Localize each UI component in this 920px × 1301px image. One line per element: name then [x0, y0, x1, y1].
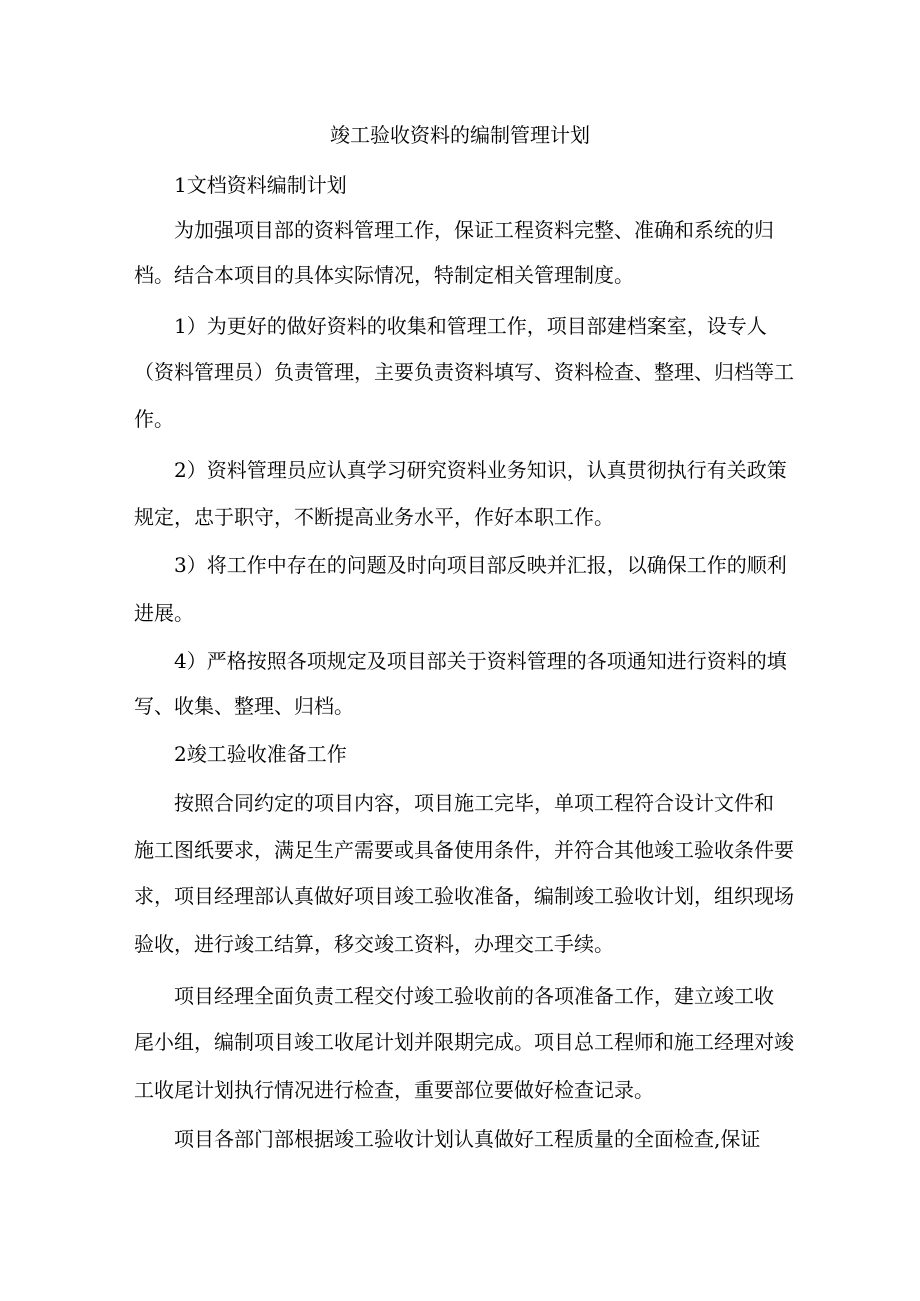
list-item-1-line: 作。: [134, 407, 174, 431]
paragraph-line: 项目各部门部根据竣工验收计划认真做好工程质量的全面检查,保证: [174, 1127, 761, 1151]
paragraph-line: 按照合同约定的项目内容，项目施工完毕，单项工程符合设计文件和: [174, 791, 774, 815]
list-item-4-line: 4）严格按照各项规定及项目部关于资料管理的各项通知进行资料的填: [174, 649, 787, 673]
paragraph-line: 尾小组，编制项目竣工收尾计划并限期完成。项目总工程师和施工经理对竣: [134, 1030, 794, 1054]
list-item-1-line: （资料管理员）负责管理，主要负责资料填写、资料检查、整理、归档等工: [134, 360, 794, 384]
list-item-2-line: 规定，忠于职守，不断提高业务水平，作好本职工作。: [134, 505, 614, 529]
paragraph-line: 档。结合本项目的具体实际情况，特制定相关管理制度。: [134, 263, 634, 287]
list-item-3-line: 进展。: [134, 601, 194, 625]
paragraph-line: 验收，进行竣工结算，移交竣工资料，办理交工手续。: [134, 932, 614, 956]
section-heading-1: 1文档资料编制计划: [174, 173, 347, 197]
list-item-1-line: 1）为更好的做好资料的收集和管理工作，项目部建档案室，设专人: [174, 314, 767, 338]
document-title: 竣工验收资料的编制管理计划: [330, 123, 590, 147]
paragraph-line: 为加强项目部的资料管理工作，保证工程资料完整、准确和系统的归: [174, 218, 774, 242]
paragraph-line: 工收尾计划执行情况进行检查，重要部位要做好检查记录。: [134, 1078, 654, 1102]
list-item-3-line: 3）将工作中存在的问题及时向项目部反映并汇报，以确保工作的顺利: [174, 553, 787, 577]
section-heading-2: 2竣工验收准备工作: [174, 742, 347, 766]
list-item-2-line: 2）资料管理员应认真学习研究资料业务知识，认真贯彻执行有关政策: [174, 458, 787, 482]
paragraph-line: 施工图纸要求，满足生产需要或具备使用条件，并符合其他竣工验收条件要: [134, 838, 794, 862]
paragraph-line: 项目经理全面负责工程交付竣工验收前的各项准备工作，建立竣工收: [174, 984, 774, 1008]
list-item-4-line: 写、收集、整理、归档。: [134, 694, 354, 718]
paragraph-line: 求，项目经理部认真做好项目竣工验收准备，编制竣工验收计划，组织现场: [134, 884, 794, 908]
